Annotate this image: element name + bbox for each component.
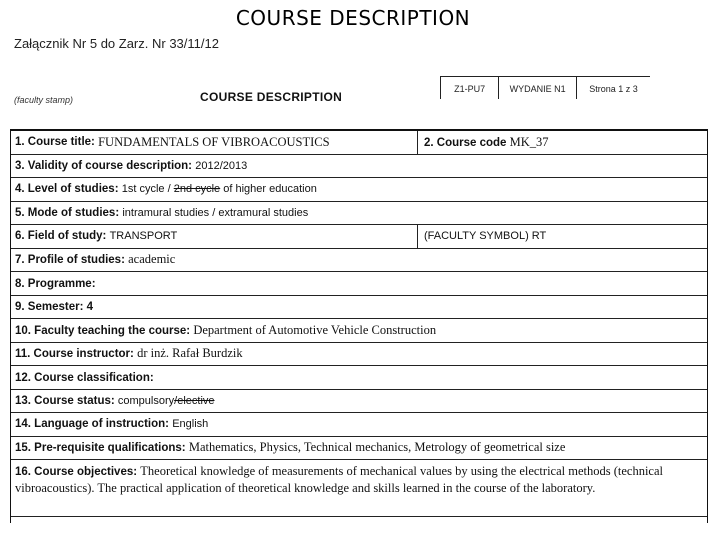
field-label: 2. Course code xyxy=(424,136,507,149)
field-label: 1. Course title: xyxy=(15,136,95,149)
annex-reference: Załącznik Nr 5 do Zarz. Nr 33/11/12 xyxy=(14,36,219,51)
profile-cell xyxy=(11,252,175,267)
mode-value: intramural studies / extramural studies xyxy=(122,206,309,219)
status-option-compulsory: compulsory xyxy=(117,394,175,407)
form-row-classification xyxy=(11,366,707,390)
form-row-field-of-study xyxy=(11,225,707,249)
status-option-elective: /elective xyxy=(174,394,215,407)
form-row-truncated xyxy=(11,517,707,523)
faculty-stamp-label: (faculty stamp) xyxy=(14,95,74,105)
field-label: 12. Course classification: xyxy=(15,371,154,384)
faculty-value: Department of Automotive Vehicle Construction xyxy=(193,322,437,337)
validity-value: 2012/2013 xyxy=(195,159,248,172)
semester-value: 4 xyxy=(86,300,94,313)
form-row-faculty xyxy=(11,319,707,343)
level-option-first: 1st cycle xyxy=(121,183,165,196)
form-row-objectives xyxy=(11,460,707,517)
semester-cell xyxy=(11,301,93,313)
document-edition: WYDANIE N1 xyxy=(498,77,576,99)
course-code-cell xyxy=(418,135,549,150)
field-label: 7. Profile of studies: xyxy=(15,254,125,267)
document-code: Z1-PU7 xyxy=(440,77,498,99)
document-id-box xyxy=(440,76,650,99)
form-row-profile xyxy=(11,249,707,273)
level-cell xyxy=(11,183,317,195)
form-row-mode-of-studies xyxy=(11,202,707,226)
field-label: 15. Pre-requisite qualifications: xyxy=(15,442,186,455)
field-label: 4. Level of studies: xyxy=(15,183,119,196)
course-title-value: FUNDAMENTALS OF VIBROACOUSTICS xyxy=(98,134,330,149)
form-row-instructor xyxy=(11,343,707,367)
faculty-symbol-cell xyxy=(418,230,546,242)
language-cell xyxy=(11,418,208,430)
form-row-level-of-studies xyxy=(11,178,707,202)
field-label: 11. Course instructor: xyxy=(15,348,134,361)
instructor-cell xyxy=(11,346,243,361)
form-row-validity xyxy=(11,155,707,179)
form-row-course-status xyxy=(11,390,707,414)
profile-value: academic xyxy=(128,252,176,267)
objectives-value: Theoretical knowledge of measurements of mechanical values by using the electrical methods (technical vibroacoustics). The practical application of theoretical knowledge and skills learned in the course of the laboratory. xyxy=(15,464,663,495)
slide-title: COURSE DESCRIPTION xyxy=(235,6,471,30)
field-of-study-cell xyxy=(11,225,418,248)
faculty-cell xyxy=(11,323,436,338)
field-label: 16. Course objectives: xyxy=(15,466,138,478)
field-label: 13. Course status: xyxy=(15,394,115,407)
programme-cell xyxy=(11,276,99,291)
instructor-value: dr inż. Rafał Burdzik xyxy=(137,346,243,361)
field-label: 9. Semester: xyxy=(15,300,84,313)
field-label: 10. Faculty teaching the course: xyxy=(15,324,191,337)
prerequisites-value: Mathematics, Physics, Technical mechanics, Metrology of geometrical size xyxy=(188,440,566,455)
course-description-form xyxy=(10,129,708,523)
course-title-cell xyxy=(11,131,418,154)
level-separator: / xyxy=(164,183,174,196)
objectives-cell xyxy=(11,460,707,497)
language-value: English xyxy=(172,418,209,431)
form-heading: COURSE DESCRIPTION xyxy=(200,90,343,104)
prerequisites-cell xyxy=(11,440,565,455)
form-row-course-title xyxy=(11,131,707,155)
mode-cell xyxy=(11,207,308,219)
field-label: 5. Mode of studies: xyxy=(15,206,120,219)
form-row-language xyxy=(11,413,707,437)
classification-cell xyxy=(11,370,157,385)
level-option-second: 2nd cycle xyxy=(173,183,221,196)
validity-cell xyxy=(11,160,247,172)
form-row-semester xyxy=(11,296,707,320)
form-row-prerequisites xyxy=(11,437,707,461)
field-label: 6. Field of study: xyxy=(15,230,107,243)
form-row-programme xyxy=(11,272,707,296)
status-cell xyxy=(11,395,215,407)
field-label: 8. Programme: xyxy=(15,277,96,290)
document-page: Strona 1 z 3 xyxy=(576,77,650,99)
field-label: 3. Validity of course description: xyxy=(15,159,193,172)
course-code-value: MK_37 xyxy=(509,134,549,149)
field-label: 14. Language of instruction: xyxy=(15,418,169,431)
field-of-study-value: TRANSPORT xyxy=(109,230,178,243)
level-suffix: of higher education xyxy=(220,183,317,196)
faculty-symbol-value: (FACULTY SYMBOL) RT xyxy=(424,230,547,243)
